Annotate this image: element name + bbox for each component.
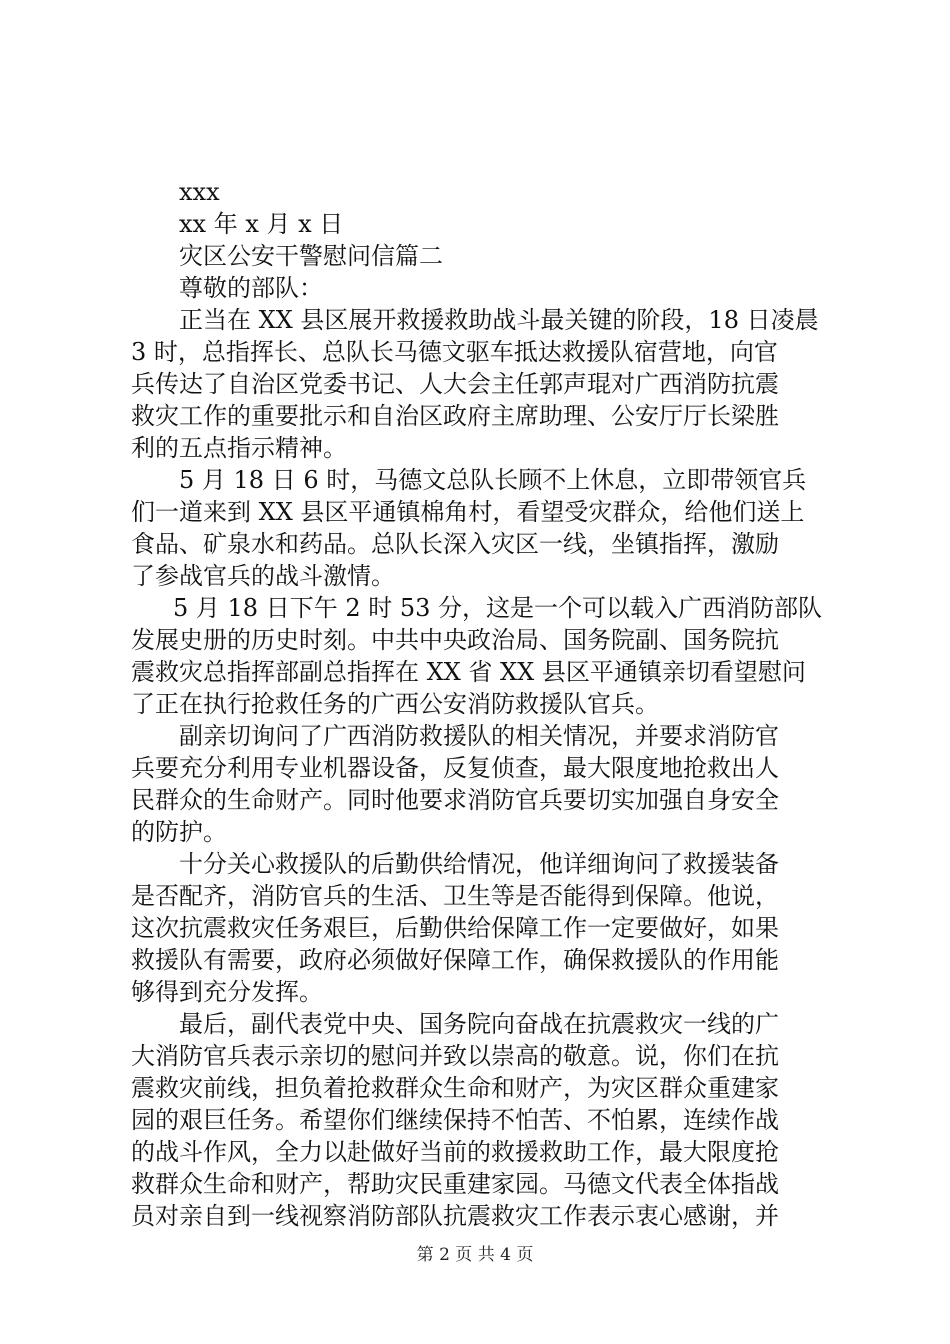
paragraph-line: 震救灾总指挥部副总指挥在 XX 省 XX 县区平通镇亲切看望慰问	[131, 658, 806, 686]
paragraph-line: 这次抗震救灾任务艰巨，后勤供给保障工作一定要做好，如果	[131, 914, 779, 942]
paragraph-line: 食品、矿泉水和药品。总队长深入灾区一线，坐镇指挥，激励	[131, 530, 779, 558]
paragraph-line: 民群众的生命财产。同时他要求消防官兵要切实加强自身安全	[131, 786, 779, 814]
paragraph-line: 了参战官兵的战斗激情。	[131, 562, 395, 590]
paragraph	[131, 848, 831, 1008]
paragraph	[131, 304, 831, 464]
letter-title: 灾区公安干警慰问信篇二	[179, 242, 443, 270]
letter-date: xx 年 x 月 x 日	[179, 210, 344, 238]
letter-body	[131, 176, 831, 1232]
paragraph-line: 5 月 18 日 6 时，马德文总队长顾不上休息，立即带领官兵	[179, 466, 807, 494]
paragraph-line: 救援队有需要，政府必须做好保障工作，确保救援队的作用能	[131, 946, 779, 974]
paragraph-line: 正当在 XX 县区展开救援救助战斗最关键的阶段，18 日凌晨	[179, 306, 819, 334]
paragraph-line: 5 月 18 日下午 2 时 53 分，这是一个可以载入广西消防部队	[173, 594, 823, 622]
paragraph-line: 是否配齐，消防官兵的生活、卫生等是否能得到保障。他说，	[131, 882, 779, 910]
paragraph	[131, 464, 831, 592]
paragraph-line: 的防护。	[131, 818, 227, 846]
paragraph-line: 了正在执行抢救任务的广西公安消防救援队官兵。	[131, 690, 659, 718]
paragraph-line: 最后，副代表党中央、国务院向奋战在抗震救灾一线的广	[179, 1010, 779, 1038]
paragraph-line: 的战斗作风，全力以赴做好当前的救援救助工作，最大限度抢	[131, 1138, 779, 1166]
sender-name: xxx	[179, 178, 220, 206]
page-number-footer: 第 2 页 共 4 页	[416, 1245, 534, 1265]
paragraph	[131, 720, 831, 848]
paragraph	[131, 592, 831, 720]
paragraph	[131, 1008, 831, 1232]
paragraph-line: 3 时，总指挥长、总队长马德文驱车抵达救援队宿营地，向官	[131, 338, 778, 366]
paragraph-line: 大消防官兵表示亲切的慰问并致以崇高的敬意。说，你们在抗	[131, 1042, 779, 1070]
paragraph-line: 兵要充分利用专业机器设备，反复侦查，最大限度地抢救出人	[131, 754, 779, 782]
paragraph-line: 救群众生命和财产，帮助灾民重建家园。马德文代表全体指战	[131, 1170, 779, 1198]
paragraph-line: 兵传达了自治区党委书记、人大会主任郭声琨对广西消防抗震	[131, 370, 779, 398]
paragraph-line: 们一道来到 XX 县区平通镇棉角村，看望受灾群众，给他们送上	[131, 498, 805, 526]
paragraph-line: 发展史册的历史时刻。中共中央政治局、国务院副、国务院抗	[131, 626, 779, 654]
paragraph-line: 副亲切询问了广西消防救援队的相关情况，并要求消防官	[179, 722, 779, 750]
paragraph-line: 够得到充分发挥。	[131, 978, 323, 1006]
paragraph-line: 员对亲自到一线视察消防部队抗震救灾工作表示衷心感谢，并	[131, 1202, 779, 1230]
paragraph-line: 震救灾前线，担负着抢救群众生命和财产，为灾区群众重建家	[131, 1074, 779, 1102]
paragraph-line: 十分关心救援队的后勤供给情况，他详细询问了救援装备	[179, 850, 779, 878]
salutation: 尊敬的部队：	[179, 274, 323, 302]
paragraph-line: 园的艰巨任务。希望你们继续保持不怕苦、不怕累，连续作战	[131, 1106, 779, 1134]
paragraph-line: 利的五点指示精神。	[131, 434, 347, 462]
paragraph-line: 救灾工作的重要批示和自治区政府主席助理、公安厅厅长梁胜	[131, 402, 779, 430]
